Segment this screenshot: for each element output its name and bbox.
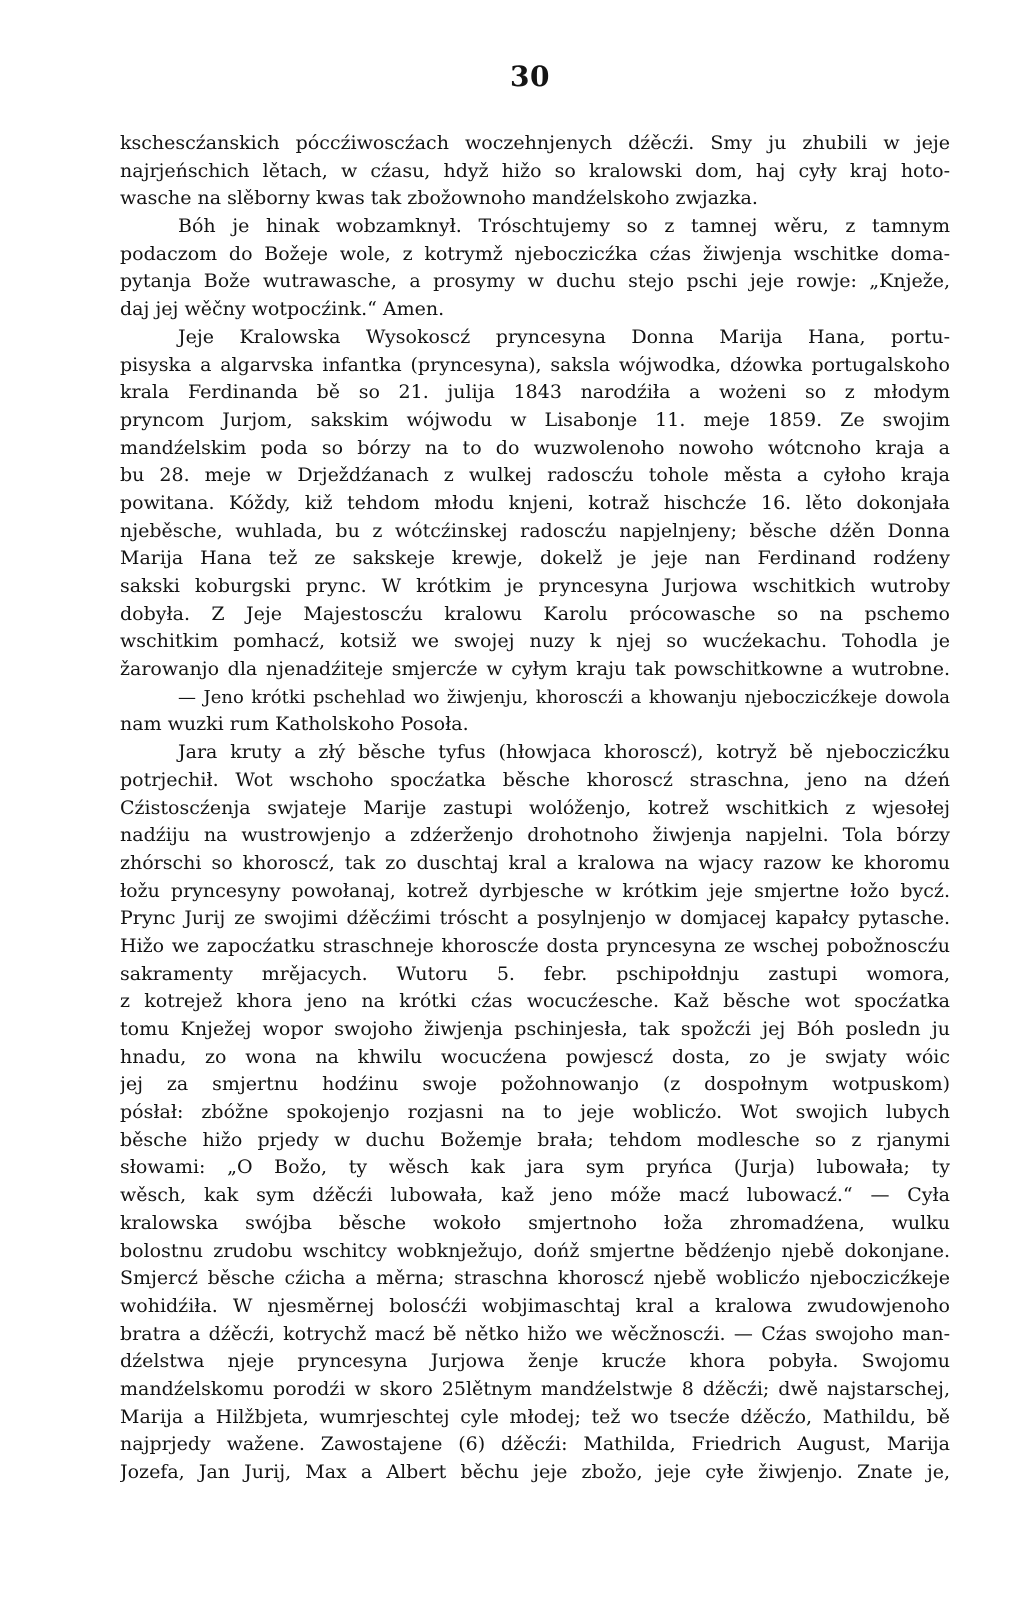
text-line: Jeje Kralowska Wysokoscź pryncesyna Donna Marija Hana, portu- bbox=[178, 325, 950, 348]
text-line: Cźistoscźenja swjateje Marije zastupi wolóženjo, kotrež wschitkich z wjesołej bbox=[120, 796, 950, 819]
text-line: powitana. Kóždy, kiž tehdom młodu knjeni, kotraž hischcźe 16. lěto dokonjała bbox=[120, 491, 950, 514]
text-line: kralowska swójba běsche wokoło smjertnoho łoža zhromadźena, wulku bbox=[120, 1211, 950, 1234]
text-line: dźelstwa njeje pryncesyna Jurjowa ženje krucźe khora pobyła. Swojomu bbox=[120, 1350, 950, 1373]
text-line: nadźiju na wustrowjenjo a zdźerženjo drohotnoho žiwjenja napjelni. Tola bórzy bbox=[120, 824, 950, 847]
text-line: Jara kruty a złý běsche tyfus (hłowjaca khoroscź), kotryž bě njeboczicźku bbox=[178, 741, 950, 764]
text-line: nam wuzki rum Katholskoho Posoła. bbox=[120, 713, 469, 736]
text-line: žarowanjo dla njenadźiteje smjercźe w cyłym kraju tak powschitkowne a wutrobne. bbox=[120, 658, 950, 681]
text-line: najrjeńschich lětach, w cźasu, hdyž hižo so kralowski dom, haj cyły kraj hoto- bbox=[120, 159, 950, 182]
text-line: kschescźanskich póccźiwoscźach woczehnjenych dźěcźi. Smy ju zhubili w jeje bbox=[120, 132, 950, 154]
text-line: tomu Knježej wopor swojoho žiwjenja pschinjesła, tak spožcźi jej Bóh posledn ju bbox=[120, 1018, 950, 1040]
text-line: sakramenty mrějacych. Wutoru 5. febr. pschipołdnju zastupi womora, bbox=[120, 962, 950, 985]
text-line: podaczom do Božeje wole, z kotrymž njeboczicźka cźas žiwjenja wschitke doma- bbox=[120, 242, 950, 265]
text-line: běsche hižo prjedy w duchu Božemje brała; tehdom modlesche so z rjanymi bbox=[120, 1128, 950, 1151]
text-line: pisyska a algarvska infantka (pryncesyna), saksla wójwodka, dźowka portugalskoho bbox=[120, 353, 950, 376]
text-line: jej za smjertnu hodźinu swoje požohnowanjo (z dospołnym wotpuskom) bbox=[120, 1073, 950, 1096]
text-line: z kotrejež khora jeno na krótki cźas wocucźesche. Kaž běsche wot spocźatka bbox=[120, 990, 950, 1013]
text-line: daj jej wěčny wotpocźink.“ Amen. bbox=[120, 298, 445, 321]
text-line: hnadu, zo wona na khwilu wocucźena powjescź dosta, zo je swjaty wóic bbox=[120, 1045, 950, 1068]
text-line: pósłał: zbóžne spokojenjo rozjasni na to jeje woblicźo. Wot swojich lubych bbox=[120, 1101, 950, 1124]
text-line: dobyła. Z Jeje Majestoscźu kralowu Karolu prócowasche so na pschemo bbox=[120, 602, 950, 625]
text-line: pryncom Jurjom, sakskim wójwodu w Lisabonje 11. meje 1859. Ze swojim bbox=[120, 408, 950, 431]
text-line: łožu pryncesyny powołanaj, kotrež dyrbjesche w krótkim jeje smjertne łožo bycź. bbox=[120, 879, 950, 902]
text-line: Jozefa, Jan Jurij, Max a Albert běchu jeje zbožo, jeje cyłe žiwjenjo. Znate je, bbox=[120, 1461, 950, 1483]
text-line: Marija a Hilžbjeta, wumrjeschtej cyle młodej; tež wo tsecźe dźěcźo, Mathildu, bě bbox=[120, 1405, 950, 1428]
text-line: sakski koburgski prync. W krótkim je pryncesyna Jurjowa wschitkich wutroby bbox=[120, 575, 950, 597]
text-line: — Jeno krótki pschehlad wo žiwjenju, khoroscźi a khowanju njeboczicźkeje dowola bbox=[178, 686, 950, 708]
text-line: wschitkim pomhacź, kotsiž we swojej nuzy k njej so wucźekachu. Tohodla je bbox=[120, 630, 950, 653]
text-line: zhórschi so khoroscź, tak zo duschtaj kral a kralowa na wjacy razow ke khoromu bbox=[120, 851, 950, 874]
body-text bbox=[120, 130, 950, 1487]
text-line: wěsch, kak sym dźěcźi lubowała, kaž jeno móže macź lubowacź.“ — Cyła bbox=[120, 1184, 950, 1207]
text-line: bolostnu zrudobu wschitcy wobknježujo, dońž smjertne bědźenjo njebě dokonjane. bbox=[120, 1239, 950, 1262]
text-line: mandźelskim poda so bórzy na to do wuzwolenoho nowoho wótcnoho kraja a bbox=[120, 436, 950, 459]
text-line: Prync Jurij ze swojimi dźěcźimi tróscht a posylnjenjo w domjacej kapałcy pytasche. bbox=[120, 907, 950, 930]
text-line: najprjedy wažene. Zawostajene (6) dźěcźi: Mathilda, Friedrich August, Marija bbox=[120, 1433, 950, 1456]
text-line: njeběsche, wuhlada, bu z wótcźinskej radoscźu napjelnjeny; běsche dźěn Donna bbox=[120, 519, 950, 542]
text-line: pytanja Bože wutrawasche, a prosymy w duchu stejo pschi jeje rowje: „Knježe, bbox=[120, 270, 950, 293]
text-line: Hižo we zapocźatku straschneje khoroscźe dosta pryncesyna ze wschej pobožnoscźu bbox=[120, 934, 950, 957]
text-line: Smjercź běsche cźicha a měrna; straschna khoroscź njebě woblicźo njeboczicźkeje bbox=[120, 1267, 950, 1290]
text-line: bratra a dźěcźi, kotrychž macź bě nětko hižo we wěcžnoscźi. — Cźas swojoho man- bbox=[120, 1322, 950, 1345]
text-line: potrjechił. Wot wschoho spocźatka běsche khoroscź straschna, jeno na dźeń bbox=[120, 768, 950, 791]
text-line: krala Ferdinanda bě so 21. julija 1843 narodźiła a wożeni so z młodym bbox=[120, 381, 950, 404]
page-number: 30 bbox=[510, 60, 550, 93]
text-line: mandźelskomu porodźi w skoro 25lětnym mandźelstwje 8 dźěcźi; dwě najstarschej, bbox=[120, 1377, 950, 1400]
text-line: wasche na slěborny kwas tak zbožownoho mandźelskoho zwjazka. bbox=[120, 187, 758, 210]
text-line: Bóh je hinak wobzamknył. Tróschtujemy so z tamnej wěru, z tamnym bbox=[178, 215, 950, 238]
text-line: bu 28. meje w Drježdźanach z wulkej radoscźu tohole města a cyłoho kraja bbox=[120, 464, 950, 487]
text-line: wohidźiła. W njesměrnej bolosćźi wobjimaschtaj kral a kralowa zwudowjenoho bbox=[120, 1294, 950, 1317]
text-line: Marija Hana tež ze sakskeje krewje, dokelž je jeje nan Ferdinand rodźeny bbox=[120, 547, 950, 570]
text-line: słowami: „O Božo, ty wěsch kak jara sym pryńca (Jurja) lubowała; ty bbox=[120, 1156, 950, 1179]
